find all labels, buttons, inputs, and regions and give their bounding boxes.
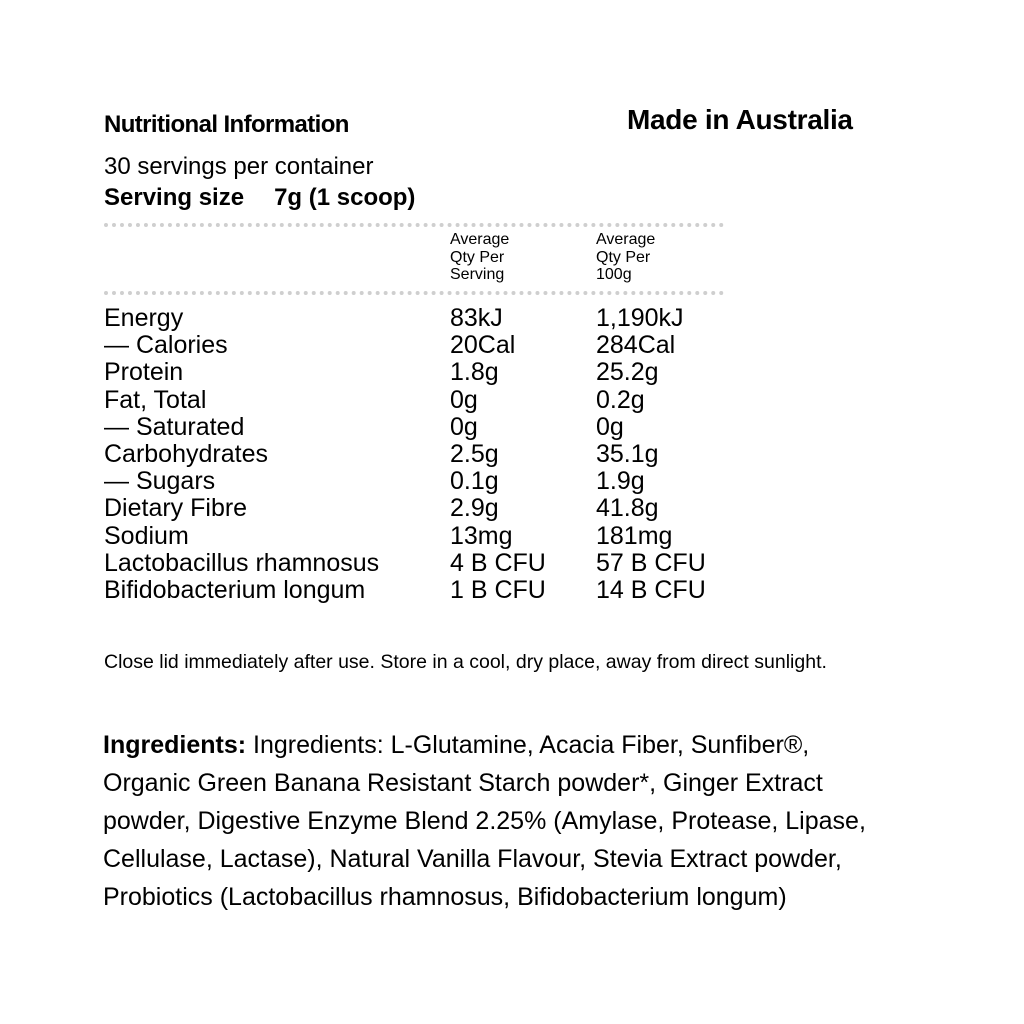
column-header-line: 100g [596,266,632,283]
nutrient-name: Sodium [104,521,189,550]
column-header-per-serving [450,231,570,284]
per-serving-value: 2.5g [450,439,499,468]
ingredients-block [103,726,893,916]
servings-per-container: 30 servings per container [104,153,374,180]
nutrient-name: Lactobacillus rhamnosus [104,548,380,577]
column-header-per-100g [596,231,716,284]
table-row [104,387,744,414]
column-header-line: Average [450,231,510,248]
nutrient-name: — Sugars [104,467,216,496]
per-100g-value: 14 B CFU [596,575,706,604]
panel-title: Nutritional Information [104,111,349,138]
ingredients-label: Ingredients: [103,731,247,759]
per-100g-value: 284Cal [596,331,676,360]
nutrient-name: — Calories [104,331,228,360]
column-header-line: Qty Per [450,248,505,266]
per-100g-value: 41.8g [596,494,659,523]
table-row [104,495,744,522]
per-serving-value: 2.9g [450,494,499,523]
nutrient-name: Carbohydrates [104,439,268,468]
per-serving-value: 83kJ [450,304,503,332]
per-serving-value: 0g [450,412,478,441]
per-serving-value: 0g [450,385,478,414]
per-serving-value: 1 B CFU [450,575,546,604]
column-header-line: Average [596,231,656,248]
nutrient-name: Fat, Total [104,385,207,414]
dotted-divider-top [104,223,724,227]
serving-size-label: Serving size [104,184,245,211]
per-serving-value: 1.8g [450,358,499,387]
nutrient-name: Dietary Fibre [104,494,248,523]
origin-text: Made in Australia [627,104,853,135]
table-row [104,332,744,359]
per-serving-value: 4 B CFU [450,548,546,577]
column-header-line: Serving [450,266,505,283]
nutrient-name: Bifidobacterium longum [104,575,366,604]
table-row [104,305,744,332]
table-row [104,523,744,550]
table-row [104,468,744,495]
dotted-divider-header [104,291,724,295]
per-100g-value: 1.9g [596,467,645,496]
per-100g-value: 1,190kJ [596,304,684,332]
per-100g-value: 35.1g [596,439,659,468]
ingredients-text: Ingredients: L-Glutamine, Acacia Fiber, Sunfiber®, Organic Green Banana Resistant Starch powder*, Ginger Extract powder, Digestive Enzyme Blend 2.25% (Amylase, Protease, Lipase, Cellulase, Lactase), Natural Vanilla Flavour, Stevia Extract powder, Probiotics (Lactobacillus rhamnosus, Bifidobacterium longum) [103,731,866,911]
per-100g-value: 25.2g [596,358,659,387]
per-100g-value: 181mg [596,521,673,550]
nutrition-table [104,305,744,604]
table-row [104,414,744,441]
table-row [104,550,744,577]
storage-instructions: Close lid immediately after use. Store in a cool, dry place, away from direct sunlight. [104,651,827,673]
per-100g-value: 0.2g [596,385,645,414]
table-row [104,441,744,468]
per-serving-value: 0.1g [450,467,499,496]
table-row [104,577,744,604]
table-row [104,359,744,386]
column-header-line: Qty Per [596,248,651,266]
per-100g-value: 0g [596,412,624,441]
per-serving-value: 13mg [450,521,513,550]
nutrient-name: Protein [104,358,184,387]
per-100g-value: 57 B CFU [596,548,706,577]
nutrient-name: — Saturated [104,412,245,441]
nutrient-name: Energy [104,304,184,332]
per-serving-value: 20Cal [450,331,516,360]
serving-size [104,184,415,212]
serving-size-value: 7g (1 scoop) [274,184,416,211]
